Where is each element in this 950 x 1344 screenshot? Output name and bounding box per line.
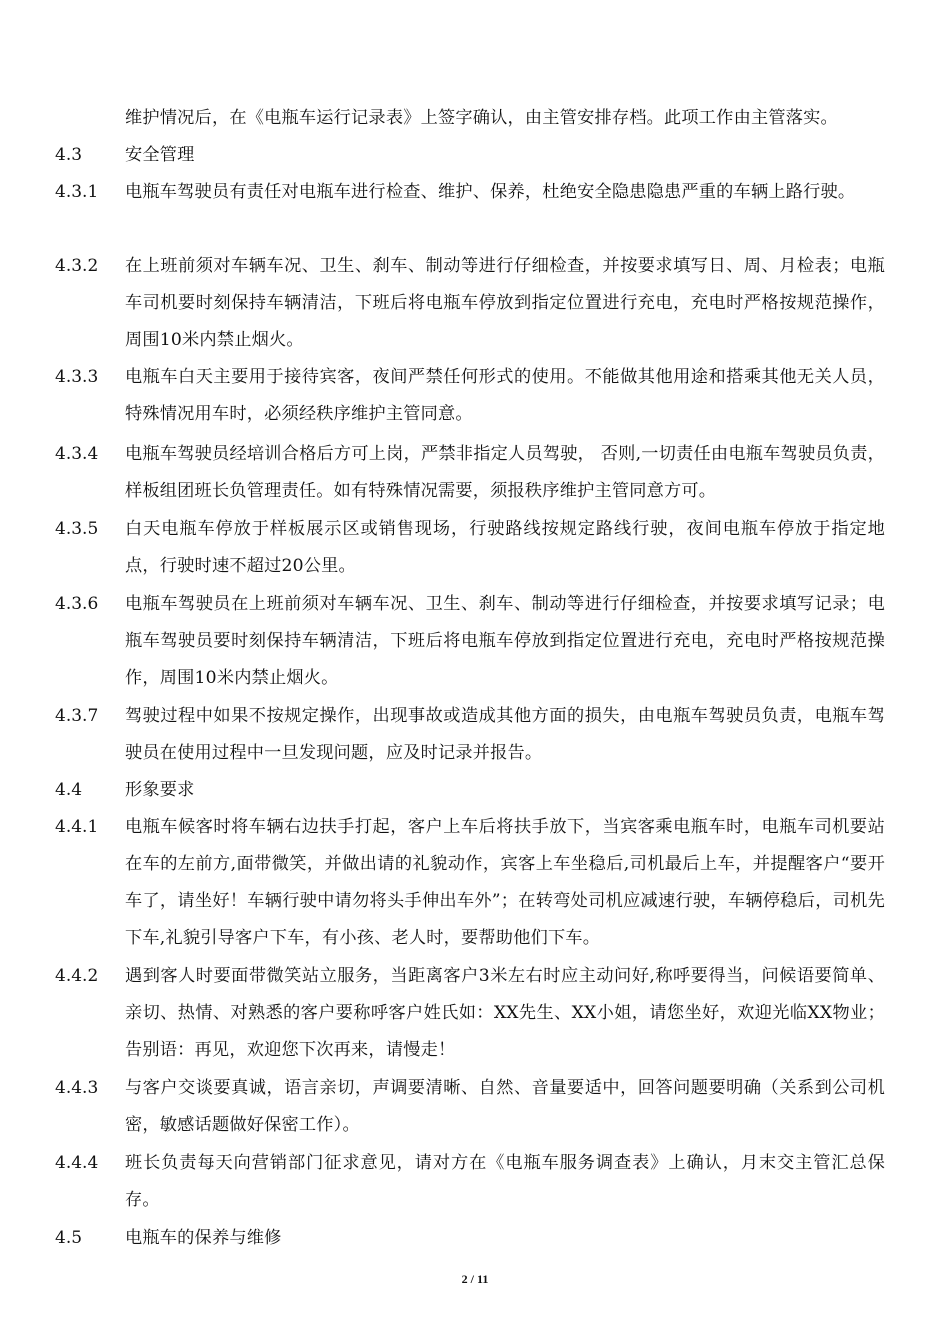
clause-text: 遇到客人时要面带微笑站立服务，当距离客户3米左右时应主动问好,称呼要得当，问候语要简单、亲切、热情、对熟悉的客户要称呼客户姓氏如：XX先生、XX小姐，请您坐好，欢迎光临XX物业；告别语：再见，欢迎您下次再来，请慢走！ (125, 966, 885, 1060)
clause-text: 驾驶过程中如果不按规定操作，出现事故或造成其他方面的损失，由电瓶车驾驶员负责，电瓶车驾驶员在使用过程中一旦发现问题，应及时记录并报告。 (125, 706, 885, 763)
page-number: 2 / 11 (461, 1272, 489, 1286)
clause-text: 电瓶车候客时将车辆右边扶手打起，客户上车后将扶手放下，当宾客乘电瓶车时，电瓶车司机要站在车的左前方,面带微笑，并做出请的礼貌动作，宾客上车坐稳后,司机最后上车，并提醒客户“要开车了，请坐好！车辆行驶中请勿将头手伸出车外”；在转弯处司机应减速行驶，车辆停稳后，司机先下车,礼貌引导客户下车，有小孩、老人时，要帮助他们下车。 (125, 817, 885, 948)
clause-number: 4.3.4 (55, 444, 99, 464)
section-heading: 安全管理 (125, 145, 195, 165)
clause-text: 电瓶车驾驶员在上班前须对车辆车况、卫生、刹车、制动等进行仔细检查，并按要求填写记录；电瓶车驾驶员要时刻保持车辆清洁，下班后将电瓶车停放到指定位置进行充电，充电时严格按规范操作，周围10米内禁止烟火。 (125, 594, 885, 688)
clause-number: 4.3.7 (55, 706, 99, 726)
clause-number: 4.4.2 (55, 966, 99, 986)
paragraph-text: 维护情况后，在《电瓶车运行记录表》上签字确认，由主管安排存档。此项工作由主管落实。 (125, 108, 838, 128)
clause-number: 4.3.5 (55, 519, 99, 539)
clause-number: 4.3.6 (55, 594, 99, 614)
clause-text: 电瓶车驾驶员经培训合格后方可上岗，严禁非指定人员驾驶， 否则,一切责任由电瓶车驾驶员负责，样板组团班长负管理责任。如有特殊情况需要，须报秩序维护主管同意方可。 (125, 444, 885, 501)
clause-number: 4.4.1 (55, 817, 99, 837)
clause-number: 4.3.1 (55, 182, 99, 202)
clause-text: 电瓶车驾驶员有责任对电瓶车进行检查、维护、保养，杜绝安全隐患隐患严重的车辆上路行驶。 (125, 182, 856, 202)
clause-text: 白天电瓶车停放于样板展示区或销售现场，行驶路线按规定路线行驶，夜间电瓶车停放于指定地点，行驶时速不超过20公里。 (125, 519, 885, 576)
clause-number: 4.4.3 (55, 1078, 99, 1098)
section-number: 4.3 (55, 145, 83, 165)
section-number: 4.5 (55, 1228, 83, 1248)
clause-number: 4.3.2 (55, 256, 99, 276)
clause-text: 在上班前须对车辆车况、卫生、刹车、制动等进行仔细检查，并按要求填写日、周、月检表；电瓶车司机要时刻保持车辆清洁，下班后将电瓶车停放到指定位置进行充电，充电时严格按规范操作，周围10米内禁止烟火。 (125, 256, 885, 350)
section-heading: 形象要求 (125, 780, 195, 800)
clause-text: 班长负责每天向营销部门征求意见，请对方在《电瓶车服务调查表》上确认，月末交主管汇总保存。 (125, 1153, 885, 1210)
clause-number: 4.4.4 (55, 1153, 99, 1173)
clause-text: 电瓶车白天主要用于接待宾客，夜间严禁任何形式的使用。不能做其他用途和搭乘其他无关人员，特殊情况用车时，必须经秩序维护主管同意。 (125, 367, 885, 424)
clause-number: 4.3.3 (55, 367, 99, 387)
section-number: 4.4 (55, 780, 83, 800)
section-heading: 电瓶车的保养与维修 (125, 1228, 282, 1248)
clause-text: 与客户交谈要真诚，语言亲切，声调要清晰、自然、音量要适中，回答问题要明确（关系到公司机密，敏感话题做好保密工作）。 (125, 1078, 885, 1135)
